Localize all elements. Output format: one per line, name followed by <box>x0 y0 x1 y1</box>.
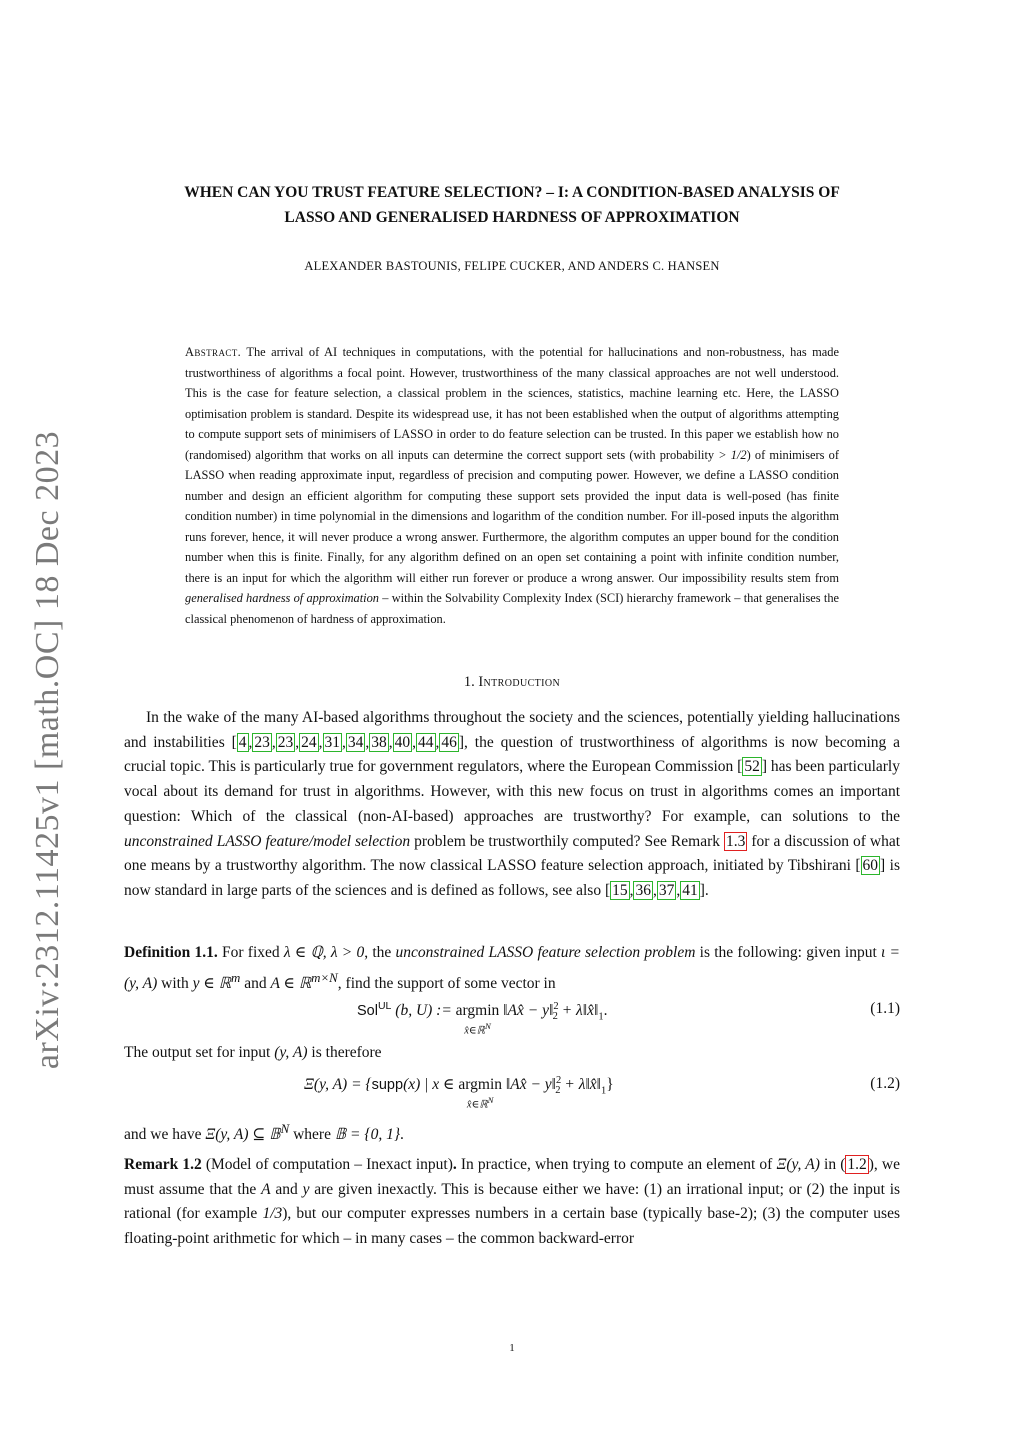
definition-term: unconstrained LASSO feature selection problem <box>395 944 696 961</box>
citation-link[interactable]: 37 <box>658 881 675 899</box>
page-number: 1 <box>509 1342 515 1354</box>
citation-link[interactable]: 38 <box>371 733 387 751</box>
abstract-text: The arrival of AI techniques in computations, with the potential for hallucinations and non-robustness, has made trustworthiness of algorithms a focal point. However, trustworthiness of the many classical approaches are not well understood. This is the case for feature selection, a classical problem in the sciences, statistics, machine learning etc. Here, the LASSO optimisation problem is standard. Despite its widespread use, it has not been established when the output of algorithms attempting to compute support sets of minimisers of LASSO in order to do feature selection can be trusted. In this paper we establish how no (randomised) algorithm that works on all inputs can determine the correct support sets (with probability <box>185 345 839 462</box>
argmin-operator: argmin x̂∈ℝ$^N$ <box>458 1076 503 1111</box>
inline-math: A <box>261 1180 271 1198</box>
remark-reference-link[interactable]: 1.3 <box>726 832 746 850</box>
remark-label: Remark 1.2 <box>124 1156 202 1173</box>
section-number: 1. <box>463 674 475 690</box>
inline-math: y ∈ ℝ$^m$ <box>192 969 241 992</box>
abstract <box>185 342 839 629</box>
argmin-operator: argmin x̂∈ℝ$^N$ <box>455 1002 500 1037</box>
abstract-math: > 1/2 <box>718 447 747 462</box>
citation-link[interactable]: 23 <box>277 733 294 751</box>
citation-link[interactable]: 24 <box>301 733 317 751</box>
inline-math: Ξ(y, A) <box>776 1156 820 1173</box>
inline-math: λ ∈ ℚ, λ > 0 <box>283 944 365 961</box>
inline-math: 𝔹 = {0, 1} <box>334 1126 401 1144</box>
output-set-sentence: The output set for input (y, A) is therefore <box>124 1044 382 1061</box>
equation-reference-link[interactable]: 1.2 <box>847 1156 867 1173</box>
intro-emphasis: unconstrained LASSO feature/model selection <box>124 832 411 850</box>
remark-title: (Model of computation – Inexact input) <box>205 1156 453 1173</box>
remark-block: Remark 1.2 (Model of computation – Inexact input). In practice, when trying to compute an element of Ξ(y, A) in ( 1.2 ), we must assume that the A and y are given inexactly. This is because either we have: (1) an irrational input; or (2) the input is rational (for example 1/3), but our computer expresses numbers in a certain base (typically base-2); (3) the computer uses floating-point arithmetic for which – in many cases – the common backward-error <box>124 1156 901 1248</box>
title-line-1: WHEN CAN YOU TRUST FEATURE SELECTION? – I: A CONDITION-BASED ANALYSIS OF <box>184 184 840 201</box>
inline-math: 1/3 <box>262 1205 283 1223</box>
section-title: Introduction <box>478 674 561 690</box>
equation-expression: Ξ(y, A) = {supp(x) | x ∈ argmin x̂∈ℝ$^N$ ‖Ax̂ − y‖$^2_2$ + $\lambda‖x̂‖_1$} <box>304 1075 614 1111</box>
abstract-label: Abstract. <box>185 345 242 359</box>
abstract-text: ) of minimisers of LASSO when reading approximate input, regardless of precision and computing power. However, we define a LASSO condition number and design an efficient algorithm for computing these support sets provided the input data is well-posed (has finite condition number) in time polynomial in the dimensions and logarithm of the condition number. For ill-posed inputs the algorithm runs forever, hence, it will never produce a wrong answer. Furthermore, the algorithm computes an upper bound for the condition number when this is finite. Finally, for any algorithm defined on an open set containing a point with infinite condition number, there is an input for which the algorithm will either run forever or produce a wrong answer. Our impossibility results stem from <box>185 447 839 585</box>
abstract-emphasis: generalised hardness of approximation <box>185 591 379 605</box>
equation-number: (1.1) <box>870 1000 900 1017</box>
citation-link[interactable]: 15 <box>612 881 628 899</box>
citation-link[interactable]: 4 <box>238 733 247 751</box>
citation-link[interactable]: 41 <box>682 881 698 899</box>
citation-link[interactable]: 36 <box>635 881 651 899</box>
inline-math: y <box>302 1180 310 1198</box>
equation-number: (1.2) <box>870 1075 900 1092</box>
author-list: ALEXANDER BASTOUNIS, FELIPE CUCKER, AND ANDERS C. HANSEN <box>304 259 720 273</box>
citation-link[interactable]: 34 <box>347 733 364 751</box>
citation-link[interactable]: 44 <box>418 733 434 751</box>
binary-set-sentence: and we have Ξ(y, A) ⊆ 𝔹$^N$ where 𝔹 = {0, 1}. <box>124 1121 404 1144</box>
citation-link[interactable]: 46 <box>441 733 457 751</box>
citation-link[interactable]: 23 <box>254 733 270 751</box>
inline-math: A ∈ ℝ$^{m\times N}$ <box>270 969 338 992</box>
citation-link[interactable]: 60 <box>862 857 879 875</box>
arxiv-side-stamp <box>28 420 68 1080</box>
section-heading <box>124 674 900 691</box>
inline-math: Ξ(y, A) ⊆ 𝔹$^N$ <box>205 1121 290 1144</box>
definition-block: Definition 1.1. For fixed λ ∈ ℚ, λ > 0, the unconstrained LASSO feature selection problem is the following: given input ι = (y, A) with y ∈ ℝ$^m$ and A ∈ ℝ$^{m\times N}$, find the support of some vector in <box>124 944 900 992</box>
title-line-2: LASSO AND GENERALISED HARDNESS OF APPROXIMATION <box>284 209 740 226</box>
abstract-text: – within the Solvability Complexity Index (SCI) hierarchy framework – that generalises the classical phenomenon of hardness of approximation. <box>185 591 840 626</box>
paper-title <box>124 180 900 230</box>
equation-expression: Sol$^{UL}$ (b, U) := argmin x̂∈ℝ$^N$ ‖Ax̂ − y‖$^2_2$ + $\lambda‖x̂‖_1$. <box>357 1000 608 1037</box>
inline-math: ι = (y, A) <box>124 944 900 992</box>
intro-paragraph: In the wake of the many AI-based algorithms throughout the society and the sciences, potentially yielding hallucinations and instabilities [ 4 , 23 , 23 , 24 , 31 , 34 , 38 , 40 , 44 , 46 ], the question of trustworthiness of algorithms is now becoming a crucial topic. This is particularly true for government regulators, where the European Commission [ 52 ] has been particularly vocal about its demand for trust in algorithms. However, with this new focus on trust in algorithms comes an important question: Which of the classical (non-AI-based) approaches are trustworthy? For example, can solutions to the unconstrained LASSO feature/model selection problem be trustworthily computed? See Remark 1.3 for a discussion of what one means by a trustworthy algorithm. The now classical LASSO feature selection approach, initiated by Tibshirani [ 60 ] is now standard in large parts of the sciences and is defined as follows, see also [ 15 , 36 , 37 , 41 ]. <box>124 709 901 899</box>
definition-label: Definition 1.1. <box>124 944 218 961</box>
arxiv-id-text: arXiv:2312.11425v1 [math.OC] 18 Dec 2023 <box>29 430 67 1070</box>
citation-link[interactable]: 40 <box>394 733 411 751</box>
inline-math: (y, A) <box>274 1044 308 1061</box>
citation-link[interactable]: 52 <box>744 758 760 776</box>
citation-link[interactable]: 31 <box>324 733 341 751</box>
